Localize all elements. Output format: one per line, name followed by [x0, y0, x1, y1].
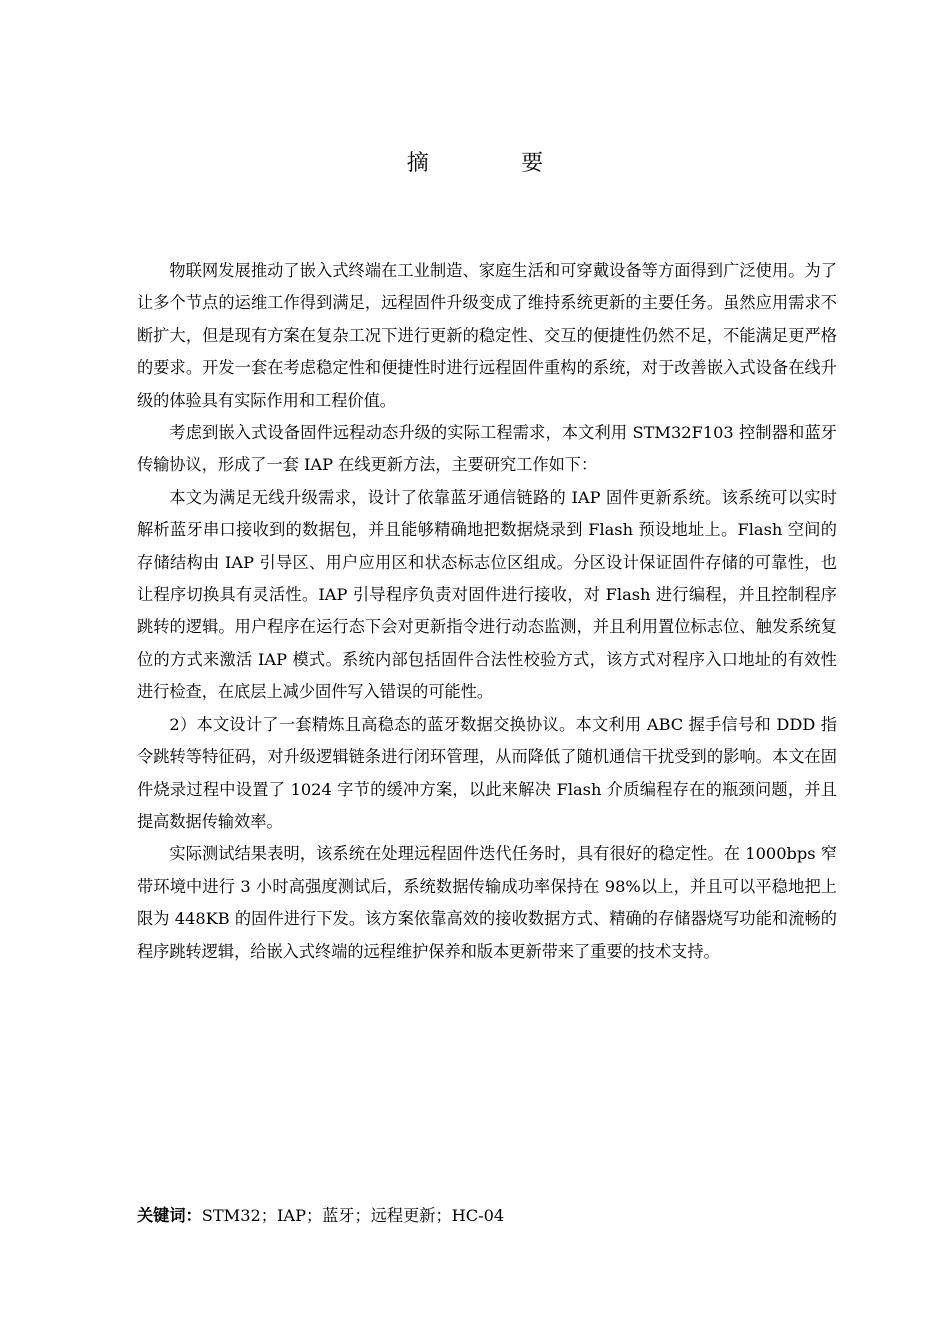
abstract-paragraph-3: 本文为满足无线升级需求，设计了依靠蓝牙通信链路的 IAP 固件更新系统。该系统可以实时解析蓝牙串口接收到的数据包，并且能够精确地把数据烧录到 Flash 预设地址上。Flash 空间的存储结构由 IAP 引导区、用户应用区和状态标志位区组成。分区设计保证固件存储的可靠性，也让程序切换具有灵活性。IAP 引导程序负责对固件进行接收，对 Flash 进行编程，并且控制程序跳转的逻辑。用户程序在运行态下会对更新指令进行动态监测，并且利用置位标志位、触发系统复位的方式来激活 IAP 模式。系统内部包括固件合法性校验方式，该方式对程序入口地址的有效性进行检查，在底层上减少固件写入错误的可能性。	[137, 487, 837, 702]
keywords-line	[137, 1200, 837, 1232]
abstract-body	[137, 255, 837, 968]
abstract-title: 摘 要	[406, 151, 579, 176]
abstract-paragraph-2: 考虑到嵌入式设备固件远程动态升级的实际工程需求，本文利用 STM32F103 控制器和蓝牙传输协议，形成了一套 IAP 在线更新方法，主要研究工作如下：	[137, 423, 837, 475]
keywords-value: STM32；IAP；蓝牙；远程更新；HC-04	[201, 1206, 505, 1225]
keywords-label: 关键词：	[137, 1206, 202, 1225]
abstract-paragraph-4: 2）本文设计了一套精炼且高稳态的蓝牙数据交换协议。本文利用 ABC 握手信号和 DDD 指令跳转等特征码，对升级逻辑链条进行闭环管理，从而降低了随机通信干扰受到的影响。本文在固件烧录过程中设置了 1024 字节的缓冲方案，以此来解决 Flash 介质编程存在的瓶颈问题，并且提高数据传输效率。	[137, 714, 837, 831]
abstract-paragraph-1: 物联网发展推动了嵌入式终端在工业制造、家庭生活和可穿戴设备等方面得到广泛使用。为了让多个节点的运维工作得到满足，远程固件升级变成了维持系统更新的主要任务。虽然应用需求不断扩大，但是现有方案在复杂工况下进行更新的稳定性、交互的便捷性仍然不足，不能满足更严格的要求。开发一套在考虑稳定性和便捷性时进行远程固件重构的系统，对于改善嵌入式设备在线升级的体验具有实际作用和工程价值。	[137, 261, 837, 410]
abstract-paragraph-5: 实际测试结果表明，该系统在处理远程固件迭代任务时，具有很好的稳定性。在 1000bps 窄带环境中进行 3 小时高强度测试后，系统数据传输成功率保持在 98%以上，并且可以平稳地把上限为 448KB 的固件进行下发。该方案依靠高效的接收数据方式、精确的存储器烧写功能和流畅的程序跳转逻辑，给嵌入式终端的远程维护保养和版本更新带来了重要的技术支持。	[137, 844, 837, 961]
